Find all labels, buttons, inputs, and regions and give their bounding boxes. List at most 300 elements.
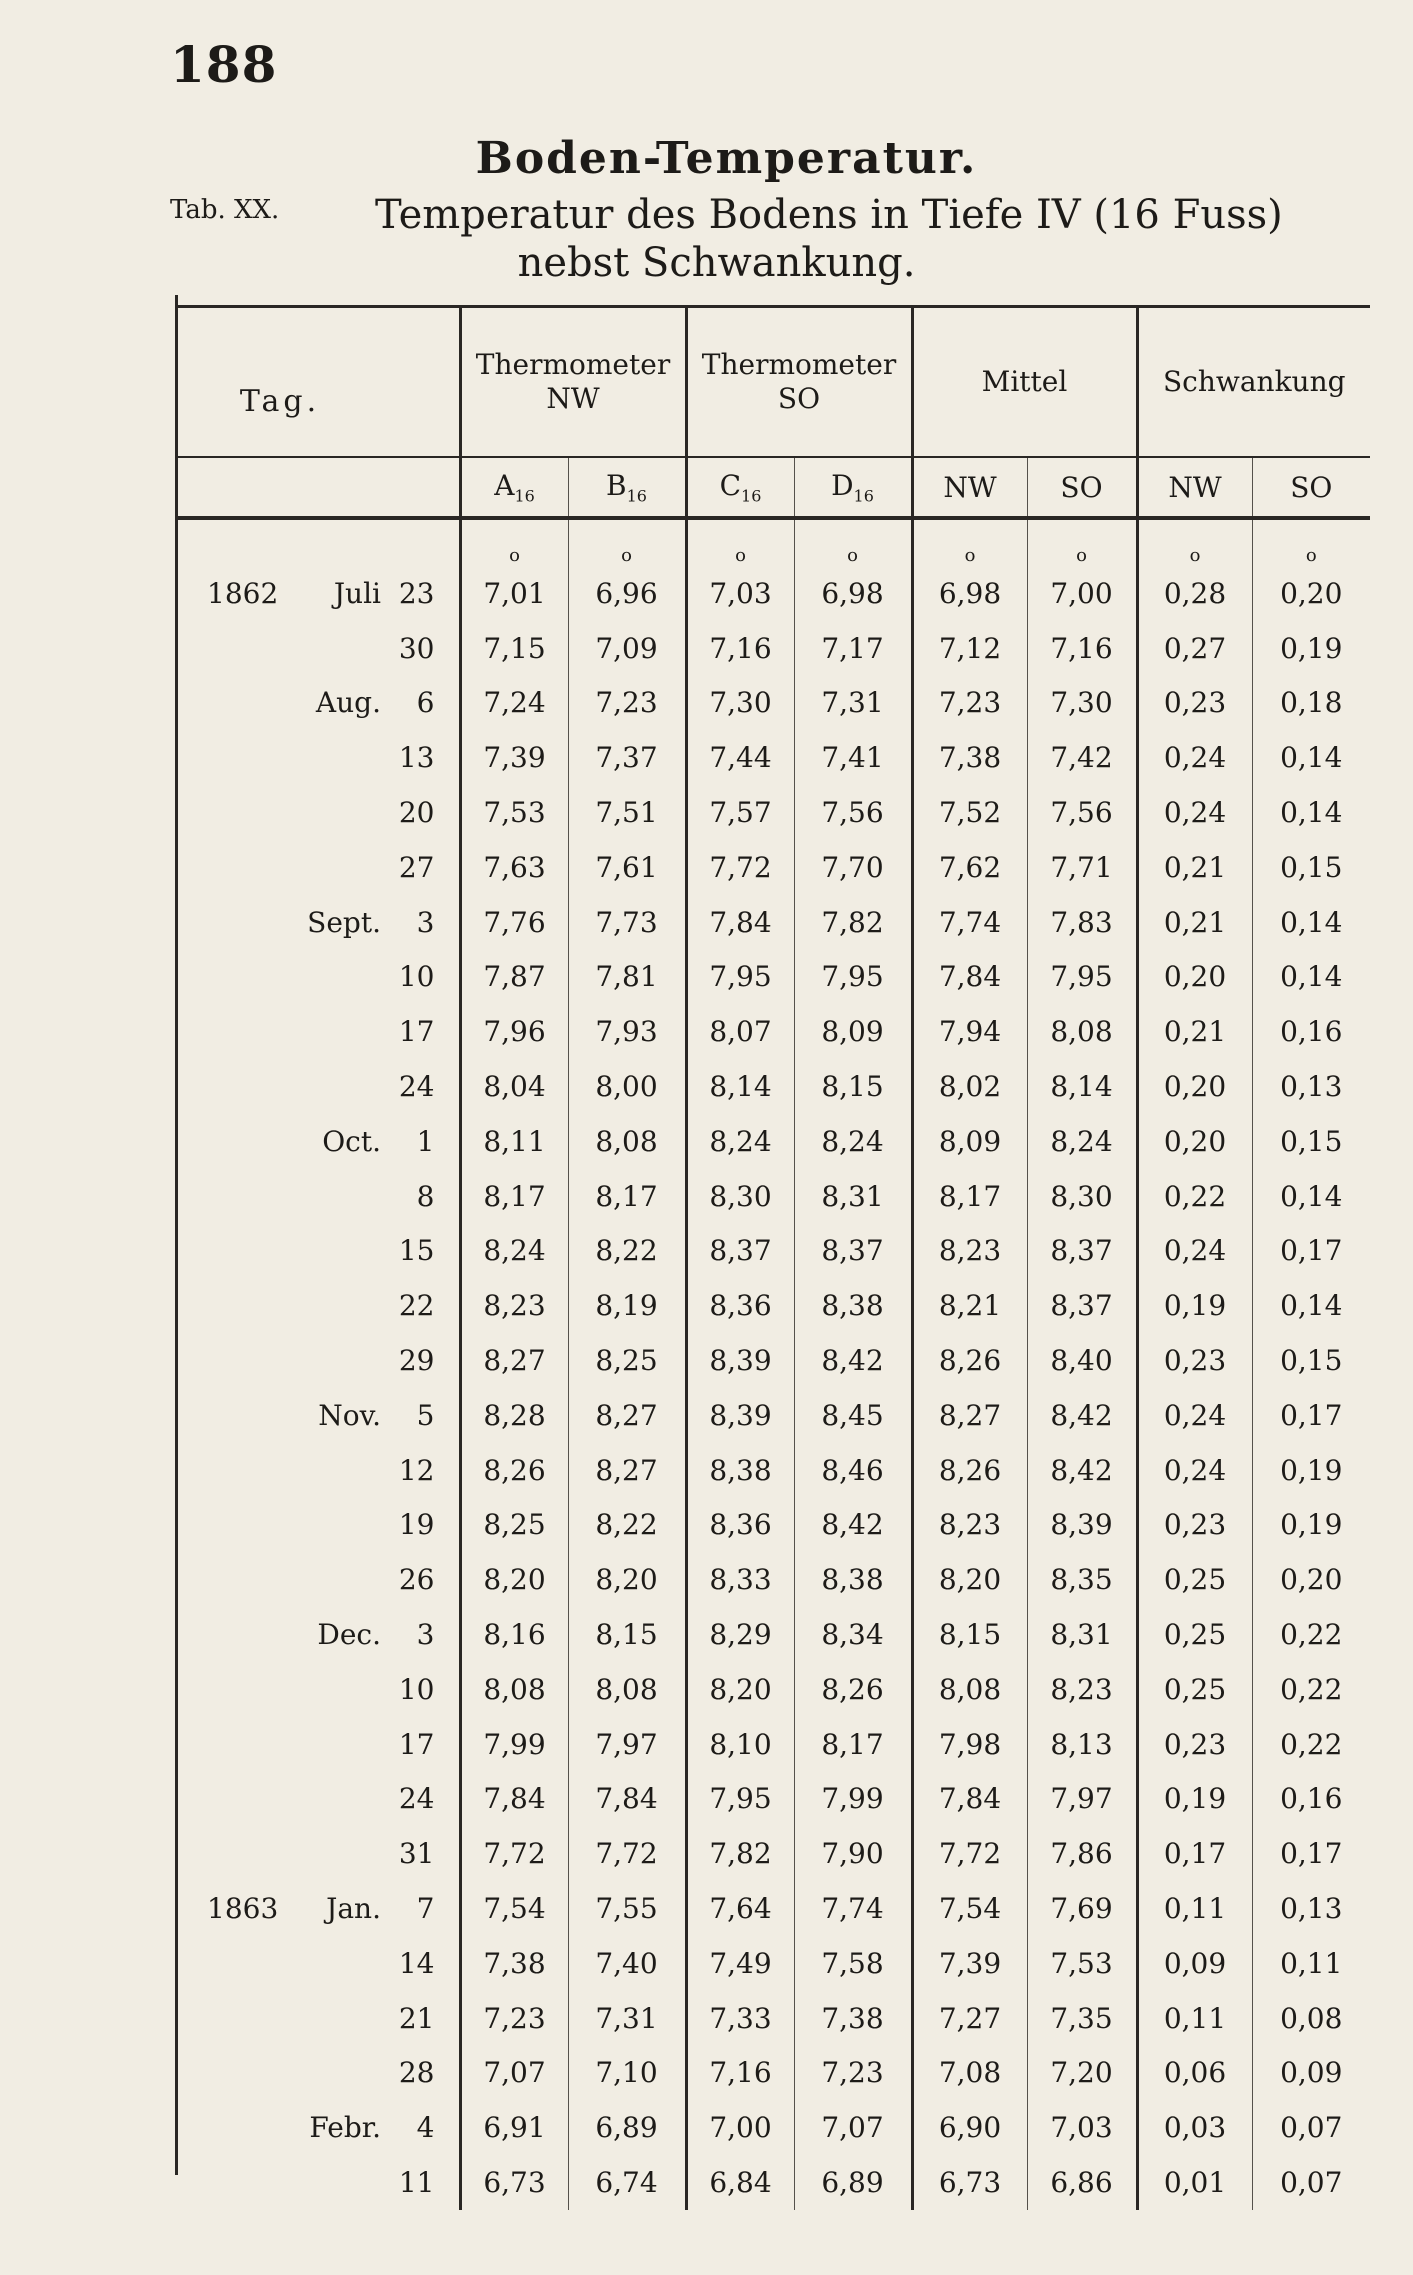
schwankung-so-value: 0,19 [1252,1443,1370,1498]
row-day: 17 [398,1015,435,1049]
thermometer-d16-value: 8,46 [794,1443,912,1498]
table-row [175,1991,1370,2046]
thermometer-d16-value: 6,89 [794,2155,912,2210]
schwankung-so-value: 0,16 [1252,1004,1370,1059]
table-row [175,2100,1370,2155]
thermometer-c16-value: 7,00 [686,2100,794,2155]
thermometer-c16-value: 7,30 [686,676,794,731]
table-row [175,1552,1370,1607]
row-month [290,1333,385,1388]
mittel-nw-value: 7,84 [912,1772,1027,1827]
thermometer-c16-value: 8,29 [686,1607,794,1662]
row-year [175,1388,290,1443]
schwankung-nw-value: 0,01 [1137,2155,1252,2210]
row-year [175,1552,290,1607]
mittel-nw-value: 8,09 [912,1114,1027,1169]
row-year [175,1498,290,1553]
mittel-so-value: 8,37 [1027,1224,1137,1279]
schwankung-so-value: 0,22 [1252,1717,1370,1772]
thermometer-a16-value: 8,25 [460,1498,568,1553]
row-day: 21 [398,2001,435,2035]
row-year: 1863 [207,1892,279,1926]
row-day: 28 [398,2056,435,2090]
thermometer-b16-value: 7,93 [568,1004,686,1059]
thermometer-a16-value: 7,84 [460,1772,568,1827]
header-blank [385,308,460,457]
thermometer-c16-value: 8,24 [686,1114,794,1169]
thermometer-a16-value: 7,53 [460,785,568,840]
thermometer-a16-value: 7,72 [460,1826,568,1881]
mittel-nw-value: 7,27 [912,1991,1027,2046]
thermometer-d16-value: 7,99 [794,1772,912,1827]
thermometer-c16-value: 8,33 [686,1552,794,1607]
thermometer-c16-value: 7,03 [686,566,794,621]
mittel-nw-value: 8,02 [912,1059,1027,1114]
header-d16-letter: D [831,468,854,502]
thermometer-b16-value: 8,08 [568,1662,686,1717]
row-month: Aug. [315,686,381,720]
header-mittel-so: SO [1027,457,1137,516]
schwankung-nw-value: 0,21 [1137,840,1252,895]
thermometer-a16-value: 8,23 [460,1278,568,1333]
thermometer-c16-value: 8,20 [686,1662,794,1717]
table-row [175,676,1370,731]
thermometer-d16-value: 7,17 [794,621,912,676]
schwankung-nw-value: 0,20 [1137,1059,1252,1114]
row-year [175,1114,290,1169]
row-year [175,1662,290,1717]
mittel-so-value: 8,14 [1027,1059,1137,1114]
header-schwankung: Schwankung [1137,308,1370,457]
thermometer-c16-value: 8,37 [686,1224,794,1279]
thermometer-b16-value: 8,00 [568,1059,686,1114]
table-row [175,1388,1370,1443]
schwankung-so-value: 0,14 [1252,785,1370,840]
table-row [175,1114,1370,1169]
schwankung-so-value: 0,19 [1252,1498,1370,1553]
mittel-nw-value: 7,54 [912,1881,1027,1936]
row-day: 24 [398,1070,435,1104]
thermometer-b16-value: 8,27 [568,1388,686,1443]
thermometer-b16-value: 7,61 [568,840,686,895]
mittel-so-value: 7,69 [1027,1881,1137,1936]
row-year [175,785,290,840]
thermometer-a16-value: 8,26 [460,1443,568,1498]
thermometer-d16-value: 8,15 [794,1059,912,1114]
schwankung-nw-value: 0,24 [1137,730,1252,785]
row-day: 20 [398,796,435,830]
row-year [175,1936,290,1991]
thermometer-c16-value: 7,82 [686,1826,794,1881]
mittel-so-value: 7,56 [1027,785,1137,840]
row-day: 15 [398,1234,435,1268]
thermometer-b16-value: 7,51 [568,785,686,840]
row-month [290,621,385,676]
thermometer-d16-value: 8,31 [794,1169,912,1224]
mittel-so-value: 7,03 [1027,2100,1137,2155]
thermometer-d16-value: 8,38 [794,1552,912,1607]
row-month [290,1224,385,1279]
mittel-so-value: 8,42 [1027,1443,1137,1498]
schwankung-so-value: 0,14 [1252,730,1370,785]
mittel-so-value: 8,24 [1027,1114,1137,1169]
thermometer-d16-value: 6,98 [794,566,912,621]
table-row [175,1607,1370,1662]
row-month [290,840,385,895]
mittel-nw-value: 8,26 [912,1443,1027,1498]
mittel-so-value: 8,31 [1027,1607,1137,1662]
mittel-so-value: 7,16 [1027,621,1137,676]
thermometer-c16-value: 7,95 [686,950,794,1005]
row-day: 12 [398,1453,435,1487]
row-month [290,1717,385,1772]
thermometer-d16-value: 7,90 [794,1826,912,1881]
table-row [175,1004,1370,1059]
schwankung-nw-value: 0,25 [1137,1662,1252,1717]
thermometer-c16-value: 8,07 [686,1004,794,1059]
degree-mark: o [912,518,1027,566]
thermometer-c16-value: 7,57 [686,785,794,840]
row-month [290,2046,385,2101]
thermometer-c16-value: 8,30 [686,1169,794,1224]
schwankung-so-value: 0,14 [1252,950,1370,1005]
degree-mark: o [794,518,912,566]
header-thermometer-nw [460,308,686,457]
table-row [175,895,1370,950]
row-day: 27 [398,850,435,884]
thermometer-a16-value: 7,63 [460,840,568,895]
thermometer-d16-value: 7,70 [794,840,912,895]
schwankung-so-value: 0,20 [1252,566,1370,621]
thermometer-b16-value: 7,40 [568,1936,686,1991]
row-month: Sept. [307,905,381,939]
table-row [175,1662,1370,1717]
row-day: 4 [416,2111,435,2145]
schwankung-nw-value: 0,25 [1137,1552,1252,1607]
row-year [175,1059,290,1114]
degree-mark: o [1137,518,1252,566]
table-row [175,1333,1370,1388]
row-day: 6 [416,686,435,720]
mittel-so-value: 8,42 [1027,1388,1137,1443]
mittel-nw-value: 8,08 [912,1662,1027,1717]
thermometer-d16-value: 7,38 [794,1991,912,2046]
thermometer-b16-value: 7,37 [568,730,686,785]
thermometer-d16-value: 8,38 [794,1278,912,1333]
mittel-nw-value: 8,17 [912,1169,1027,1224]
schwankung-nw-value: 0,19 [1137,1278,1252,1333]
header-mittel-nw: NW [912,457,1027,516]
thermometer-d16-value: 7,07 [794,2100,912,2155]
row-month [290,1936,385,1991]
schwankung-so-value: 0,11 [1252,1936,1370,1991]
schwankung-nw-value: 0,19 [1137,1772,1252,1827]
mittel-so-value: 7,71 [1027,840,1137,895]
table-label: Tab. XX. [170,195,280,225]
mittel-nw-value: 8,23 [912,1224,1027,1279]
row-day: 5 [416,1398,435,1432]
mittel-so-value: 7,42 [1027,730,1137,785]
thermometer-b16-value: 7,84 [568,1772,686,1827]
thermometer-b16-value: 7,97 [568,1717,686,1772]
row-day: 10 [398,1672,435,1706]
row-year [175,1826,290,1881]
header-a16 [460,457,568,516]
row-day: 31 [398,1837,435,1871]
row-month [290,785,385,840]
mittel-nw-value: 7,23 [912,676,1027,731]
mittel-nw-value: 7,52 [912,785,1027,840]
row-year [175,1443,290,1498]
degree-blank-1 [175,518,290,566]
thermometer-b16-value: 6,74 [568,2155,686,2210]
mittel-so-value: 8,39 [1027,1498,1137,1553]
schwankung-so-value: 0,14 [1252,1278,1370,1333]
schwankung-so-value: 0,07 [1252,2155,1370,2210]
row-year [175,950,290,1005]
thermometer-a16-value: 7,38 [460,1936,568,1991]
mittel-so-value: 7,35 [1027,1991,1137,2046]
schwankung-nw-value: 0,24 [1137,1388,1252,1443]
thermometer-c16-value: 7,64 [686,1881,794,1936]
thermometer-d16-value: 8,45 [794,1388,912,1443]
row-year: 1862 [207,576,279,610]
mittel-nw-value: 7,08 [912,2046,1027,2101]
degree-mark: o [1027,518,1137,566]
thermometer-b16-value: 8,27 [568,1443,686,1498]
row-month: Nov. [318,1398,381,1432]
thermometer-c16-value: 8,39 [686,1333,794,1388]
temperature-table [175,308,1370,2210]
schwankung-nw-value: 0,20 [1137,1114,1252,1169]
thermometer-b16-value: 8,25 [568,1333,686,1388]
row-day: 30 [398,631,435,665]
thermometer-b16-value: 8,20 [568,1552,686,1607]
thermometer-a16-value: 8,27 [460,1333,568,1388]
thermometer-d16-value: 7,74 [794,1881,912,1936]
schwankung-so-value: 0,22 [1252,1607,1370,1662]
thermometer-b16-value: 7,09 [568,621,686,676]
table-row [175,840,1370,895]
mittel-nw-value: 8,15 [912,1607,1027,1662]
degree-blank-3 [385,518,460,566]
subtitle-line2: nebst Schwankung. [517,240,916,286]
table-row [175,730,1370,785]
header-b16-letter: B [606,468,627,502]
row-year [175,1169,290,1224]
row-year [175,1772,290,1827]
thermometer-b16-value: 8,17 [568,1169,686,1224]
row-day: 19 [398,1508,435,1542]
mittel-so-value: 8,37 [1027,1278,1137,1333]
thermometer-d16-value: 8,42 [794,1333,912,1388]
row-month: Jan. [326,1892,381,1926]
thermometer-a16-value: 8,11 [460,1114,568,1169]
header-thermometer-so-line2: SO [777,382,821,415]
row-year [175,1333,290,1388]
table-row [175,1059,1370,1114]
mittel-so-value: 7,83 [1027,895,1137,950]
schwankung-so-value: 0,09 [1252,2046,1370,2101]
schwankung-nw-value: 0,17 [1137,1826,1252,1881]
degree-mark: o [568,518,686,566]
thermometer-d16-value: 7,41 [794,730,912,785]
row-year [175,1004,290,1059]
mittel-nw-value: 6,98 [912,566,1027,621]
thermometer-a16-value: 7,99 [460,1717,568,1772]
header-tag: Tag. [175,308,385,457]
mittel-so-value: 7,53 [1027,1936,1137,1991]
row-day: 7 [416,1892,435,1926]
row-year [175,1607,290,1662]
degree-mark: o [1252,518,1370,566]
row-month [290,2155,385,2210]
schwankung-so-value: 0,17 [1252,1224,1370,1279]
schwankung-nw-value: 0,24 [1137,785,1252,840]
row-year [175,1991,290,2046]
schwankung-so-value: 0,08 [1252,1991,1370,2046]
row-month [290,1772,385,1827]
thermometer-b16-value: 7,10 [568,2046,686,2101]
schwankung-so-value: 0,22 [1252,1662,1370,1717]
mittel-so-value: 8,13 [1027,1717,1137,1772]
thermometer-d16-value: 7,95 [794,950,912,1005]
thermometer-d16-value: 8,26 [794,1662,912,1717]
thermometer-d16-value: 8,24 [794,1114,912,1169]
thermometer-b16-value: 8,19 [568,1278,686,1333]
table-row [175,1278,1370,1333]
thermometer-d16-value: 7,31 [794,676,912,731]
schwankung-so-value: 0,17 [1252,1826,1370,1881]
thermometer-b16-value: 8,08 [568,1114,686,1169]
table-row [175,566,1370,621]
header-d16 [794,457,912,516]
thermometer-c16-value: 6,84 [686,2155,794,2210]
table-row [175,1443,1370,1498]
header-thermometer-nw-line1: Thermometer [475,348,671,381]
schwankung-nw-value: 0,24 [1137,1224,1252,1279]
mittel-nw-value: 7,74 [912,895,1027,950]
schwankung-nw-value: 0,11 [1137,1881,1252,1936]
thermometer-a16-value: 7,76 [460,895,568,950]
row-month [290,1169,385,1224]
schwankung-nw-value: 0,06 [1137,2046,1252,2101]
row-day: 14 [398,1946,435,1980]
row-day: 23 [398,576,435,610]
schwankung-so-value: 0,20 [1252,1552,1370,1607]
mittel-nw-value: 7,98 [912,1717,1027,1772]
schwankung-so-value: 0,15 [1252,840,1370,895]
row-year [175,676,290,731]
schwankung-nw-value: 0,21 [1137,895,1252,950]
page-number: 188 [170,35,278,94]
schwankung-nw-value: 0,09 [1137,1936,1252,1991]
schwankung-so-value: 0,17 [1252,1388,1370,1443]
thermometer-b16-value: 8,22 [568,1224,686,1279]
mittel-nw-value: 7,39 [912,1936,1027,1991]
table-row [175,1224,1370,1279]
thermometer-c16-value: 7,84 [686,895,794,950]
header-thermometer-so [686,308,912,457]
schwankung-nw-value: 0,03 [1137,2100,1252,2155]
header-mittel: Mittel [912,308,1137,457]
table-row [175,950,1370,1005]
thermometer-c16-value: 8,36 [686,1498,794,1553]
schwankung-so-value: 0,15 [1252,1114,1370,1169]
main-title: Boden-Temperatur. [475,133,978,184]
mittel-so-value: 8,08 [1027,1004,1137,1059]
row-day: 8 [416,1179,435,1213]
thermometer-d16-value: 8,09 [794,1004,912,1059]
mittel-so-value: 7,86 [1027,1826,1137,1881]
thermometer-c16-value: 7,95 [686,1772,794,1827]
header-c16 [686,457,794,516]
thermometer-a16-value: 8,16 [460,1607,568,1662]
schwankung-nw-value: 0,21 [1137,1004,1252,1059]
thermometer-b16-value: 8,15 [568,1607,686,1662]
mittel-so-value: 7,30 [1027,676,1137,731]
row-month [290,1004,385,1059]
thermometer-d16-value: 8,42 [794,1498,912,1553]
thermometer-a16-value: 8,24 [460,1224,568,1279]
degree-mark: o [460,518,568,566]
mittel-nw-value: 7,84 [912,950,1027,1005]
thermometer-c16-value: 8,36 [686,1278,794,1333]
schwankung-nw-value: 0,24 [1137,1443,1252,1498]
thermometer-c16-value: 7,16 [686,621,794,676]
thermometer-b16-value: 7,23 [568,676,686,731]
thermometer-a16-value: 7,54 [460,1881,568,1936]
mittel-nw-value: 7,72 [912,1826,1027,1881]
table-row [175,621,1370,676]
mittel-so-value: 7,97 [1027,1772,1137,1827]
row-month [290,1991,385,2046]
thermometer-b16-value: 8,22 [568,1498,686,1553]
table-row [175,2046,1370,2101]
schwankung-so-value: 0,19 [1252,621,1370,676]
thermometer-c16-value: 7,44 [686,730,794,785]
thermometer-a16-value: 6,73 [460,2155,568,2210]
schwankung-so-value: 0,14 [1252,1169,1370,1224]
row-year [175,840,290,895]
thermometer-a16-value: 8,17 [460,1169,568,1224]
thermometer-d16-value: 8,34 [794,1607,912,1662]
thermometer-a16-value: 7,23 [460,1991,568,2046]
schwankung-nw-value: 0,23 [1137,1498,1252,1553]
row-year [175,2046,290,2101]
header-b16-sub: 16 [626,486,647,506]
schwankung-so-value: 0,16 [1252,1772,1370,1827]
row-month [290,1443,385,1498]
row-day: 10 [398,960,435,994]
degree-blank-2 [290,518,385,566]
thermometer-d16-value: 7,58 [794,1936,912,1991]
mittel-nw-value: 7,38 [912,730,1027,785]
header-sub-blank-1 [175,457,290,516]
degree-mark: o [686,518,794,566]
thermometer-b16-value: 7,73 [568,895,686,950]
thermometer-a16-value: 8,20 [460,1552,568,1607]
header-d16-sub: 16 [853,486,874,506]
subtitle-line1: Temperatur des Bodens in Tiefe IV (16 Fuss) [375,192,1283,238]
thermometer-b16-value: 7,31 [568,1991,686,2046]
row-month [290,1498,385,1553]
schwankung-nw-value: 0,23 [1137,1333,1252,1388]
mittel-nw-value: 8,27 [912,1388,1027,1443]
row-year [175,895,290,950]
schwankung-nw-value: 0,27 [1137,621,1252,676]
row-month [290,730,385,785]
